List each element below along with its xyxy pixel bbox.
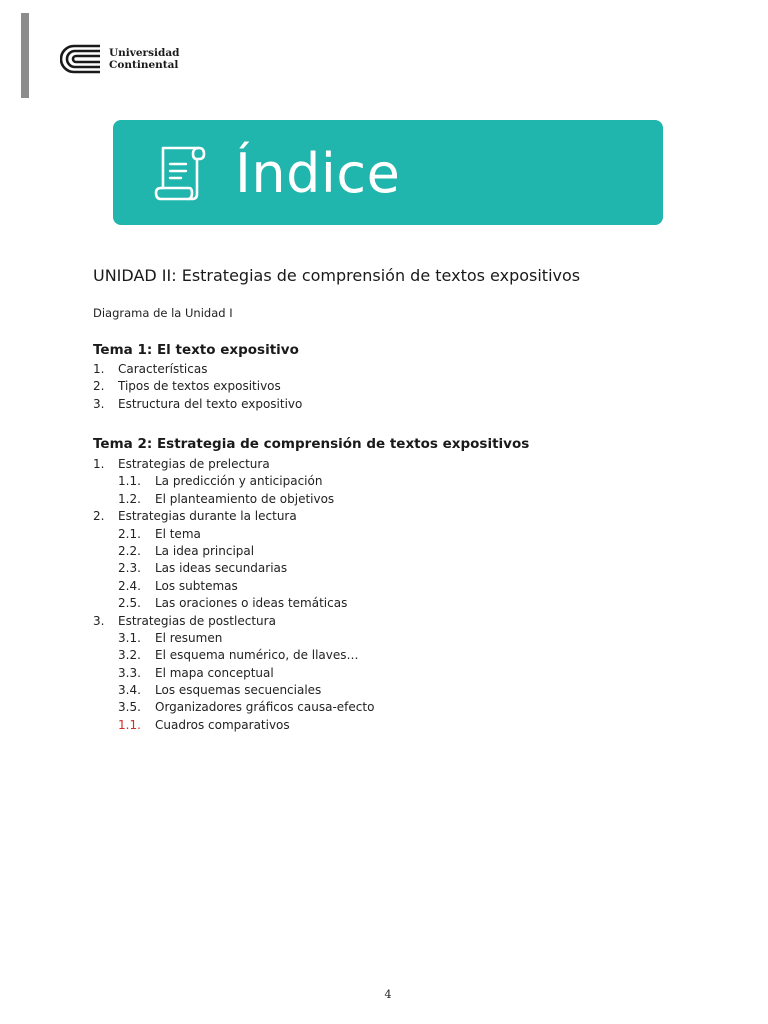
tema-1-title: Tema 1: El texto expositivo [93, 342, 299, 358]
item-number: 3. [93, 396, 105, 411]
logo-line-1: Universidad [109, 47, 180, 59]
item-number: 2. [93, 379, 105, 394]
item-text: El esquema numérico, de llaves… [155, 648, 359, 663]
item-number: 1.1. [118, 474, 141, 489]
item-text: Las oraciones o ideas temáticas [155, 596, 348, 611]
item-text: Las ideas secundarias [155, 561, 288, 576]
item-text: El resumen [155, 630, 223, 645]
item-number: 1.2. [118, 491, 141, 506]
diagram-link[interactable]: Diagrama de la Unidad I [93, 306, 233, 320]
item-text: El mapa conceptual [155, 665, 274, 680]
scroll-document-icon [153, 144, 207, 202]
side-accent-bar [21, 13, 29, 98]
item-number: 2.5. [118, 596, 141, 611]
index-banner [113, 120, 663, 225]
item-text: Características [118, 362, 208, 376]
item-number: 3.4. [118, 683, 141, 698]
item-text: Los esquemas secuenciales [155, 683, 322, 698]
item-number: 2.1. [118, 526, 141, 541]
page-number: 4 [384, 988, 392, 1001]
item-number: 3.5. [118, 700, 141, 715]
item-number: 2.3. [118, 561, 141, 576]
item-text: La predicción y anticipación [155, 474, 323, 489]
item-text: Organizadores gráficos causa-efecto [155, 700, 375, 715]
item-text: Estructura del texto expositivo [118, 396, 303, 411]
item-number: 1. [93, 362, 105, 376]
tema-2-title: Tema 2: Estrategia de comprensión de textos expositivos [93, 436, 530, 452]
item-number: 3.1. [118, 630, 141, 645]
item-text: Los subtemas [155, 578, 238, 593]
item-text: Estrategias durante la lectura [118, 509, 297, 524]
university-logo [60, 44, 179, 74]
item-number: 3.3. [118, 665, 141, 680]
banner-title: Índice [235, 142, 401, 205]
item-text: Tipos de textos expositivos [118, 379, 281, 394]
item-number: 3.2. [118, 648, 141, 663]
unit-title: UNIDAD II: Estrategias de comprensión de textos expositivos [93, 266, 581, 285]
item-text: Cuadros comparativos [155, 717, 290, 732]
item-text: La idea principal [155, 543, 255, 558]
item-text: Estrategias de prelectura [118, 457, 270, 471]
item-number: 2.4. [118, 578, 141, 593]
item-number: 2.2. [118, 543, 141, 558]
university-logo-icon [60, 44, 102, 74]
logo-line-2: Continental [109, 59, 179, 71]
item-number: 2. [93, 509, 105, 524]
item-number-highlighted: 1.1. [118, 717, 141, 732]
item-text: Estrategias de postlectura [118, 613, 276, 628]
item-number: 3. [93, 613, 105, 628]
item-number: 1. [93, 457, 105, 471]
item-text: El planteamiento de objetivos [155, 491, 335, 506]
item-text: El tema [155, 526, 201, 541]
